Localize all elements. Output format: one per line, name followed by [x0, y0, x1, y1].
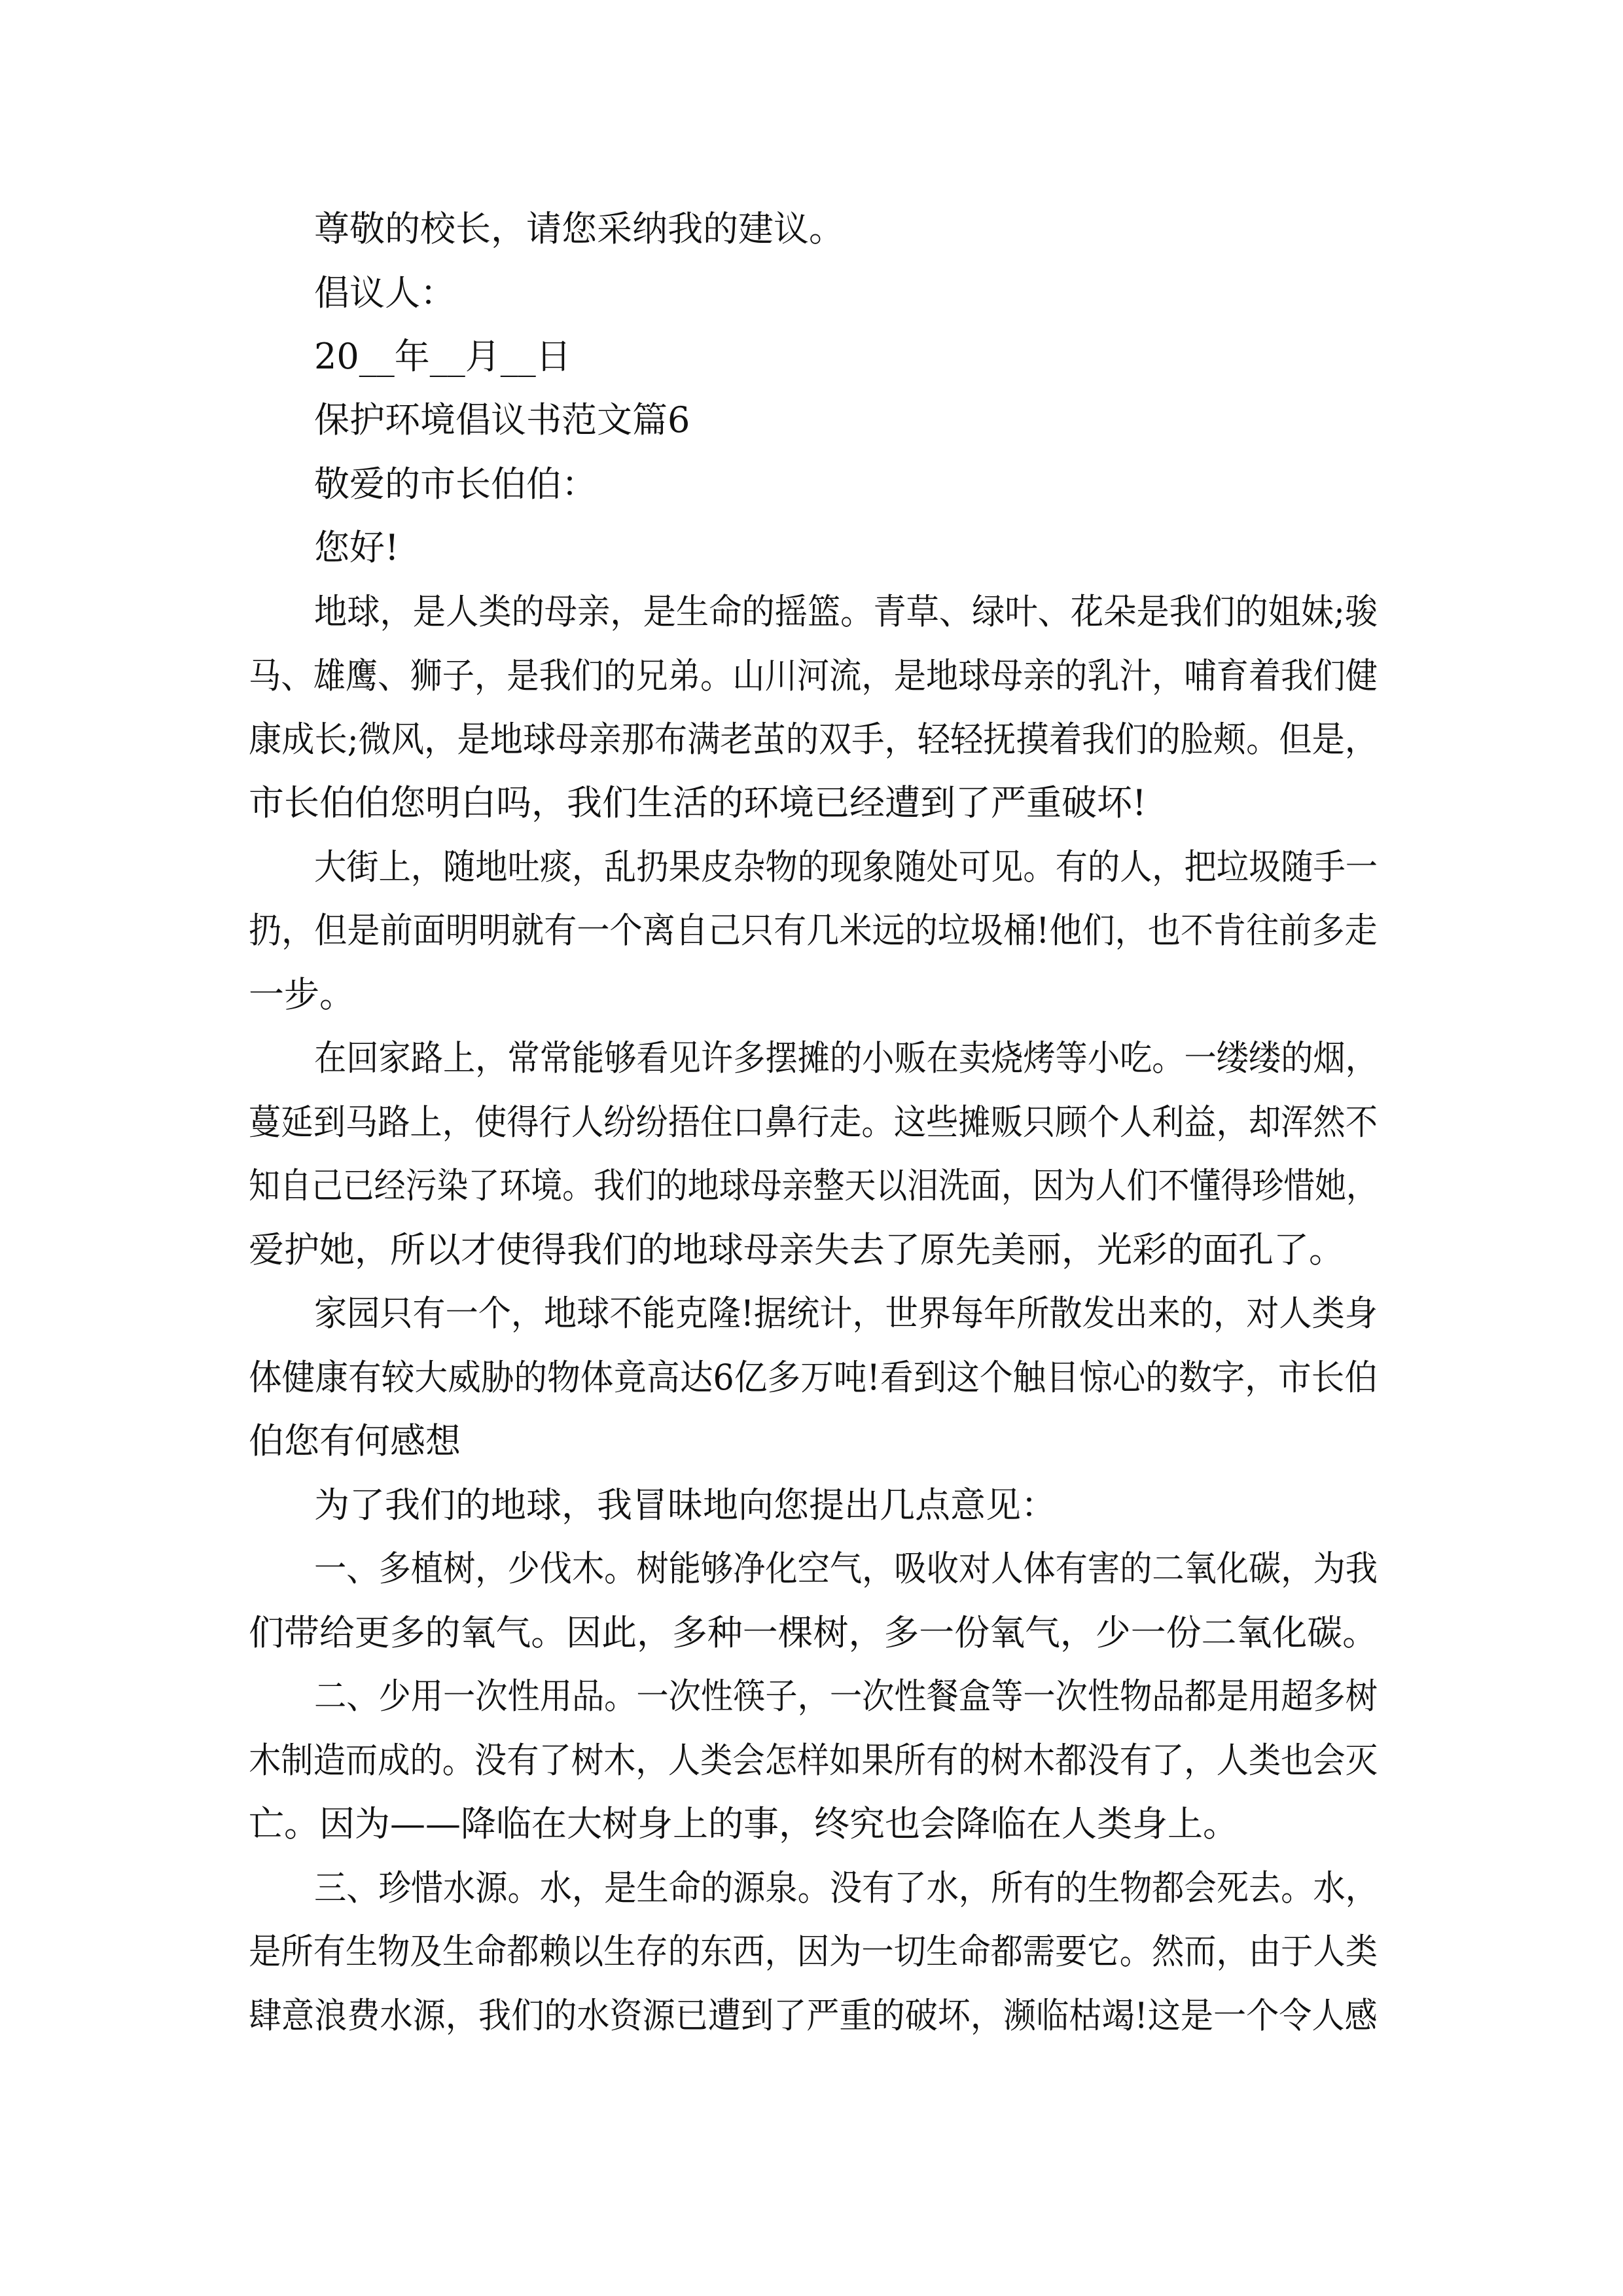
salutation: 敬爱的市长伯伯： — [314, 463, 597, 505]
paragraph-line: 康成长;微风，是地球母亲那布满老茧的双手，轻轻抚摸着我们的脸颊。但是， — [249, 719, 1378, 760]
paragraph-line: 为了我们的地球，我冒昧地向您提出几点意见： — [314, 1484, 1056, 1526]
paragraph-line: 在回家路上，常常能够看见许多摆摊的小贩在卖烧烤等小吃。一缕缕的烟， — [314, 1037, 1378, 1079]
paragraph-line: 一步。 — [249, 974, 355, 1015]
paragraph-line: 家园只有一个，地球不能克隆!据统计，世界每年所散发出来的，对人类身 — [314, 1293, 1378, 1334]
closing-request: 尊敬的校长，请您采纳我的建议。 — [314, 208, 844, 249]
paragraph-line: 伯您有何感想 — [249, 1420, 461, 1462]
paragraph-line: 地球，是人类的母亲，是生命的摇篮。青草、绿叶、花朵是我们的姐妹;骏 — [314, 591, 1378, 632]
proposer-label: 倡议人： — [314, 272, 455, 314]
paragraph-line: 大街上，随地吐痰，乱扔果皮杂物的现象随处可见。有的人，把垃圾随手一 — [314, 846, 1378, 888]
date-line: 20__年__月__日 — [314, 336, 571, 377]
paragraph-line: 二、少用一次性用品。一次性筷子，一次性餐盒等一次性物品都是用超多树 — [314, 1676, 1378, 1717]
paragraph-line: 马、雄鹰、狮子，是我们的兄弟。山川河流，是地球母亲的乳汁，哺育着我们健 — [249, 655, 1378, 696]
paragraph-line: 是所有生物及生命都赖以生存的东西，因为一切生命都需要它。然而，由于人类 — [249, 1931, 1378, 1972]
paragraph-line: 市长伯伯您明白吗，我们生活的环境已经遭到了严重破坏! — [249, 782, 1147, 823]
paragraph-line: 三、珍惜水源。水，是生命的源泉。没有了水，所有的生物都会死去。水， — [314, 1867, 1378, 1909]
paragraph-line: 知自己已经污染了环境。我们的地球母亲整天以泪洗面，因为人们不懂得珍惜她， — [249, 1165, 1378, 1206]
paragraph-line: 亡。因为——降临在大树身上的事，终究也会降临在人类身上。 — [249, 1803, 1238, 1844]
paragraph-line: 木制造而成的。没有了树木，人类会怎样如果所有的树木都没有了，人类也会灭 — [249, 1740, 1378, 1781]
greeting: 您好! — [314, 527, 399, 568]
paragraph-line: 肆意浪费水源，我们的水资源已遭到了严重的破坏，濒临枯竭!这是一个令人感 — [249, 1995, 1378, 2036]
paragraph-line: 体健康有较大威胁的物体竟高达6亿多万吨!看到这个触目惊心的数字，市长伯 — [249, 1357, 1378, 1398]
section-title: 保护环境倡议书范文篇6 — [314, 399, 690, 440]
paragraph-line: 们带给更多的氧气。因此，多种一棵树，多一份氧气，少一份二氧化碳。 — [249, 1612, 1378, 1653]
paragraph-line: 一、多植树，少伐木。树能够净化空气，吸收对人体有害的二氧化碳，为我 — [314, 1548, 1378, 1589]
paragraph-line: 扔，但是前面明明就有一个离自己只有几米远的垃圾桶!他们，也不肯往前多走 — [249, 910, 1378, 951]
paragraph-line: 爱护她，所以才使得我们的地球母亲失去了原先美丽，光彩的面孔了。 — [249, 1229, 1344, 1270]
paragraph-line: 蔓延到马路上，使得行人纷纷捂住口鼻行走。这些摊贩只顾个人利益，却浑然不 — [249, 1102, 1378, 1143]
